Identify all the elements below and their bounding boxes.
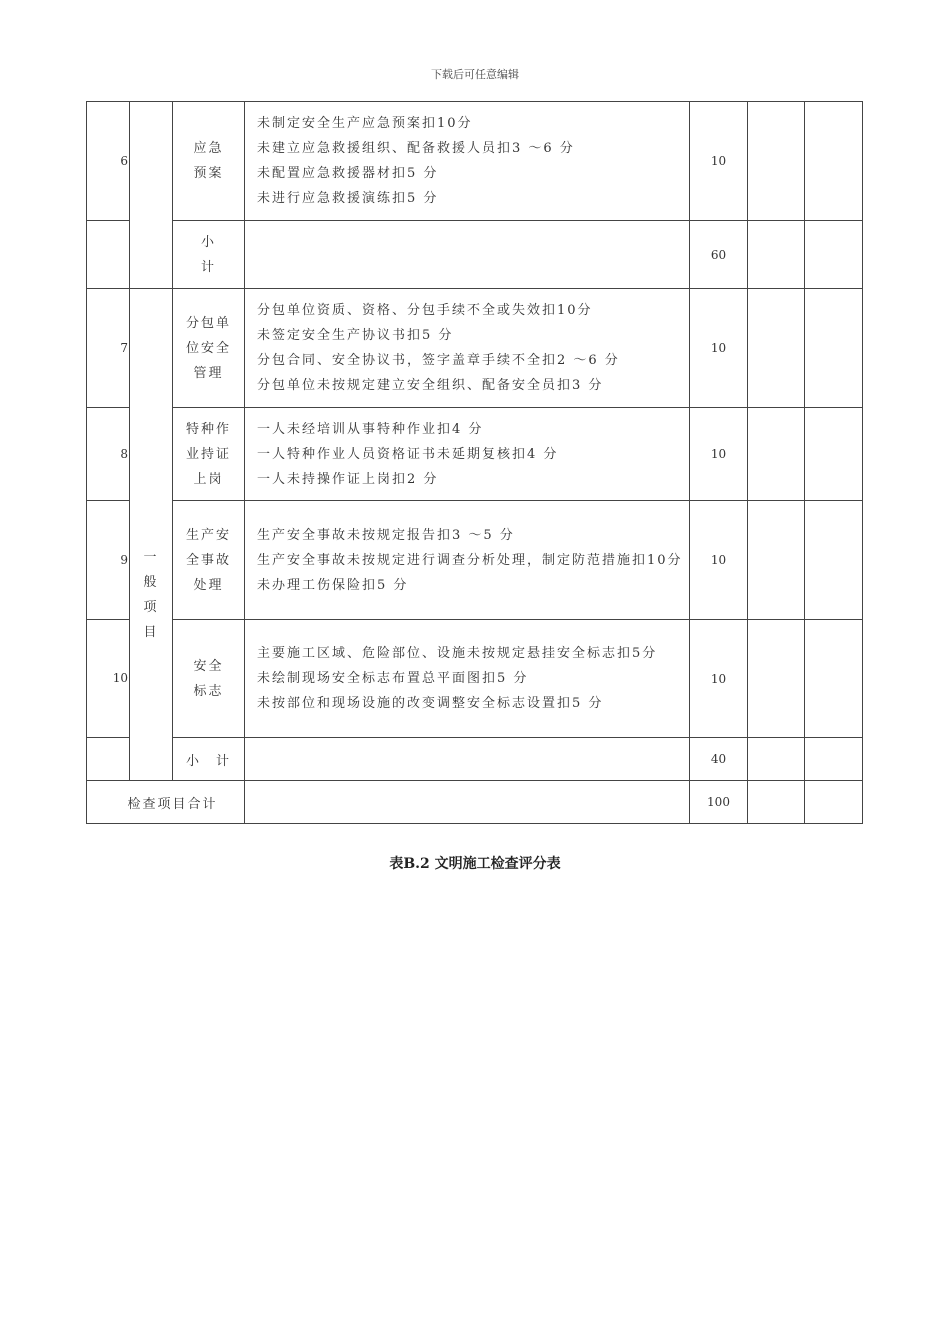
deducted-points-cell	[748, 221, 805, 289]
points-cell: 40	[690, 738, 748, 781]
item-line: 预案	[193, 166, 224, 181]
item-line: 安全	[193, 658, 224, 674]
category-char: 项	[143, 599, 159, 615]
item-line: 特种作	[185, 421, 231, 437]
deduction-standards	[245, 221, 690, 289]
deduction-standards	[245, 620, 690, 738]
table-row	[87, 620, 863, 738]
inspection-item	[173, 221, 245, 289]
table-row	[87, 221, 863, 289]
deducted-points-cell	[748, 738, 805, 781]
standard-line: 一人特种作业人员资格证书未延期复核扣4 分	[257, 446, 559, 462]
item-line: 位安全	[185, 340, 231, 356]
actual-points-cell	[805, 738, 863, 781]
category-char: 一	[143, 549, 159, 565]
inspection-item: 小 计	[173, 738, 245, 781]
deducted-points-cell	[748, 501, 805, 620]
deducted-points-cell	[748, 102, 805, 221]
standard-line: 未按部位和现场设施的改变调整安全标志设置扣5 分	[257, 696, 604, 711]
table-caption: 表B.2 文明施工检查评分表	[389, 856, 561, 872]
actual-points-cell	[805, 620, 863, 738]
row-number: 8	[87, 408, 130, 501]
points-cell: 10	[690, 620, 748, 738]
row-number: 9	[87, 501, 130, 620]
standard-line: 生产安全事故未按规定报告扣3 ～5 分	[257, 527, 515, 543]
item-line: 计	[200, 259, 216, 275]
total-row	[87, 781, 863, 824]
standard-line: 主要施工区域、危险部位、设施未按规定悬挂安全标志扣5分	[257, 646, 658, 661]
inspection-item	[173, 620, 245, 738]
header-note: 下载后可任意编辑	[431, 68, 519, 81]
item-line: 处理	[193, 577, 224, 593]
actual-points-cell	[805, 408, 863, 501]
deducted-points-cell	[748, 620, 805, 738]
item-line: 上岗	[193, 471, 224, 487]
table-row	[87, 289, 863, 408]
actual-points-cell	[805, 501, 863, 620]
table-row	[87, 738, 863, 781]
standard-line: 未配置应急救援器材扣5 分	[257, 166, 439, 181]
points-cell: 10	[690, 102, 748, 221]
row-number	[87, 738, 130, 781]
total-points: 100	[690, 781, 748, 824]
table-row	[87, 102, 863, 221]
standard-line: 分包单位未按规定建立安全组织、配备安全员扣3 分	[257, 378, 604, 393]
table-row	[87, 501, 863, 620]
total-actual-cell	[805, 781, 863, 824]
standard-line: 未制定安全生产应急预案扣10分	[257, 116, 473, 131]
deduction-standards	[245, 102, 690, 221]
deduction-standards	[245, 289, 690, 408]
item-line: 生产安	[185, 527, 231, 543]
item-line: 管理	[193, 365, 224, 381]
standard-line: 未建立应急救援组织、配备救援人员扣3 ～6 分	[257, 141, 575, 156]
standard-line: 一人未持操作证上岗扣2 分	[257, 471, 439, 487]
score-table	[86, 101, 863, 824]
actual-points-cell	[805, 289, 863, 408]
row-number: 7	[87, 289, 130, 408]
deducted-points-cell	[748, 289, 805, 408]
inspection-item	[173, 102, 245, 221]
category-char: 目	[143, 624, 159, 640]
total-label: 检查项目合计	[87, 781, 245, 824]
total-deducted-cell	[748, 781, 805, 824]
item-line: 应急	[193, 141, 224, 156]
inspection-item	[173, 289, 245, 408]
category-cell	[130, 102, 173, 289]
points-cell: 10	[690, 289, 748, 408]
standard-line: 分包合同、安全协议书，签字盖章手续不全扣2 ～6 分	[257, 353, 620, 368]
table-row	[87, 408, 863, 501]
category-general	[130, 289, 173, 781]
item-line: 业持证	[185, 446, 231, 462]
category-char: 般	[143, 574, 159, 590]
points-cell: 60	[690, 221, 748, 289]
item-line: 全事故	[185, 552, 231, 568]
inspection-item	[173, 408, 245, 501]
standard-line: 未签定安全生产协议书扣5 分	[257, 328, 454, 343]
deducted-points-cell	[748, 408, 805, 501]
row-number	[87, 221, 130, 289]
standard-line: 一人未经培训从事特种作业扣4 分	[257, 421, 484, 437]
item-line: 小	[200, 234, 216, 250]
actual-points-cell	[805, 221, 863, 289]
points-cell: 10	[690, 408, 748, 501]
actual-points-cell	[805, 102, 863, 221]
item-line: 标志	[193, 683, 224, 699]
deduction-standards	[245, 501, 690, 620]
standard-line: 生产安全事故未按规定进行调查分析处理，制定防范措施扣10分	[257, 552, 683, 568]
standard-line: 未进行应急救援演练扣5 分	[257, 191, 439, 206]
points-cell: 10	[690, 501, 748, 620]
row-number: 6	[87, 102, 130, 221]
inspection-item	[173, 501, 245, 620]
standard-line: 分包单位资质、资格、分包手续不全或失效扣10分	[257, 303, 593, 318]
deduction-standards	[245, 738, 690, 781]
item-line: 分包单	[185, 315, 231, 331]
deduction-standards	[245, 408, 690, 501]
row-number: 10	[87, 620, 130, 738]
total-standards	[245, 781, 690, 824]
standard-line: 未办理工伤保险扣5 分	[257, 577, 409, 593]
standard-line: 未绘制现场安全标志布置总平面图扣5 分	[257, 671, 529, 686]
